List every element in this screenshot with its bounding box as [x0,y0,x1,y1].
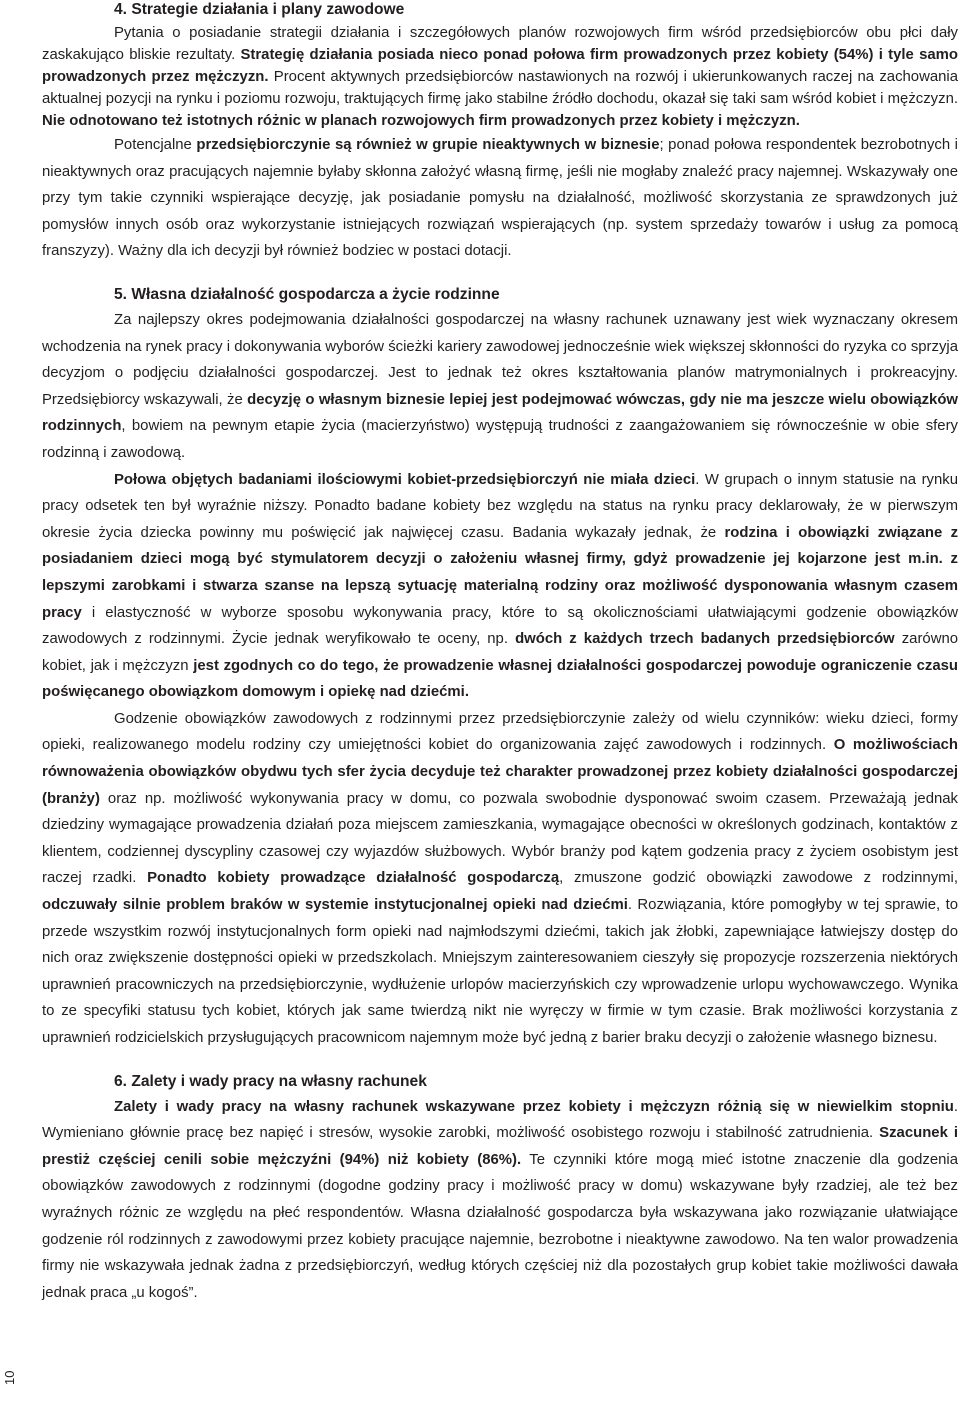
text-run: i elastyczność w wyborze sposobu wykonywania pracy, które to są okolicznościami ułatwiającymi godzenie obowiązków zawodowych z rodzinnymi. Życie jednak weryfikowało te oceny, np. [42,604,958,648]
text-run: ; ponad połowa respondentek bezrobotnych i nieaktywnych oraz pracujących najemnie byłaby skłonna założyć własną firmę, jeśli nie mogłaby znaleźć pracy najemnej. Wskazywały one przy tym takie czynniki wspierające decyzję, jak posiadanie pomysłu na działalność, możliwość skorzystania ze sprawdzonych już pomysłów innych osób oraz wykorzystanie istniejących rozwiązań wspierających (np. system sprzedaży towarów i usług za pomocą franszyzy). Ważny dla ich decyzji był również bodziec w postaci dotacji. [42,137,958,260]
bold-run: przedsiębiorczynie są również w grupie nieaktywnych w biznesie [196,137,660,153]
section-5-heading: 5. Własna działalność gospodarcza a życie rodzinne [114,285,500,303]
bold-run: Ponadto kobiety prowadzące działalność gospodarczą [147,870,560,887]
text-run: . W grupach o innym statusie na rynku pracy odsetek ten był wyraźnie niższy. Ponadto badane kobiety bez względu na status na rynku pracy deklarowały, że w pierwszym okresie życia dziecka powinny mu poświęcić jak najwięcej czasu. Badania wykazały jednak, że [42,471,958,541]
section-6-paragraph-1 [42,1094,958,1307]
bold-run: rodzina i obowiązki związane z posiadaniem dzieci mogą być stymulatorem decyzji o założeniu własnej firmy, gdyż prowadzenie jej kojarzone jest m.in. z lepszymi zarobkami i stwarza szanse na lepszą sytuację materialną rodziny oraz możliwość dysponowania własnym czasem pracy [42,524,959,621]
text-run: Potencjalne [114,137,197,153]
bold-run: decyzję o własnym biznesie lepiej jest podejmować wówczas, gdy nie ma jeszcze wielu obowiązków rodzinnych [42,391,959,435]
bold-run: Zalety i wady pracy na własny rachunek wskazywane przez kobiety i mężczyzn różnią się w niewielkim stopniu [114,1098,954,1115]
bold-run: O możliwościach równoważenia obowiązków obydwu tych sfer życia decyduje też charakter prowadzonej przez kobiety działalności gospodarczej (branży) [42,737,959,807]
bold-run: jest zgodnych co do tego, że prowadzenie własnej działalności gospodarczej powoduje ograniczenie czasu poświęcanego obowiązkom domowym i opiekę nad dziećmi. [42,657,958,701]
bold-run: dwóch z każdych trzech badanych przedsiębiorców [515,631,895,648]
section-5-paragraph-1 [42,307,958,467]
section-5-paragraph-3 [42,706,958,1052]
section-4-heading: 4. Strategie działania i plany zawodowe [114,1,405,18]
text-run: Te czynniki które mogą mieć istotne znaczenie dla godzenia obowiązków zawodowych z rodzinnymi (dogodne godziny pracy i możliwość pracy w domu) wskazywane były rzadziej, ale też bez wyraźnych różnic ze względu na płeć respondentów. Własna działalność gospodarcza była wskazywana jako rozwiązanie ułatwiające godzenie ról rodzinnych z zawodowymi przez kobiety pracujące najemnie, bezrobotne i nieaktywne zawodowo. Na ten walor prowadzenia firmy nie wskazywała jednak żadna z przedsiębiorczyń, według których częściej niż dla pozostałych grup kobiet takie możliwości dawała jednak praca „u kogoś”. [42,1151,958,1301]
section-4-paragraph-2 [42,132,958,265]
bold-run: Nie odnotowano też istotnych różnic w planach rozwojowych firm prowadzonych przez kobiety i mężczyzn. [42,113,800,129]
bold-run: odczuwały silnie problem braków w systemie instytucjonalnej opieki nad dziećmi [42,897,628,914]
text-run: , zmuszone godzić obowiązki zawodowe z rodzinnymi, [559,870,958,887]
bold-run: Strategię działania posiada nieco ponad połowa firm prowadzonych przez kobiety (54%) i tyle samo prowadzonych przez mężczyzn. [42,47,958,85]
text-run: zarówno kobiet, jak i mężczyzn [42,631,959,674]
text-run: Godzenie obowiązków zawodowych z rodzinnymi przez przedsiębiorczynie zależy od wielu czynników: wieku dzieci, formy opieki, realizowanego modelu rodziny czy umiejętności kobiet do organizowania zajęć zawodowych i rodzinnych. [42,710,958,754]
bold-run: Połowa objętych badaniami ilościowymi kobiet-przedsiębiorczyń nie miała dzieci [114,471,696,488]
text-run: Pytania o posiadanie strategii działania i szczegółowych planów rozwojowych firm wśród przedsiębiorców obu płci dały zaskakująco bliskie rezultaty. [42,25,958,63]
section-6-heading: 6. Zalety i wady pracy na własny rachunek [114,1072,427,1090]
section-5-paragraph-2 [42,467,958,706]
page-number: 10 [2,1370,17,1385]
bold-run: Szacunek i prestiż częściej cenili sobie mężczyźni (94%) niż kobiety (86%). [42,1125,958,1168]
document-page [42,0,958,1306]
section-4-paragraph-1 [42,22,958,132]
text-run: . Rozwiązania, które pomogłyby w tej sprawie, to przede wszystkim rozwój instytucjonalnych form opieki nad najmłodszymi dziećmi, takich jak żłobki, zapewniające łatwiejszy dostęp do nich oraz zwiększenie dostępności opieki w przedszkolach. Mniejszym zainteresowaniem cieszyły się propozycje rozszerzenia niektórych uprawnień pracowniczych na przedsiębiorczynie, wydłużenie urlopów macierzyńskich czy wprowadzenie urlopu wychowawczego. Wynika to ze specyfiki statusu tych kobiet, których jak same twierdzą nikt nie wyręczy w firmie w tym czasie. Brak możliwości korzystania z uprawnień rodzicielskich przysługujących pracownicom najemnym może być jedną z barier braku decyzji o założenie własnego biznesu. [42,897,958,1046]
text-run: . Wymieniano głównie pracę bez napięć i stresów, wysokie zarobki, możliwość osobistego rozwoju i stabilność zatrudnienia. [42,1098,958,1142]
text-run: Za najlepszy okres podejmowania działalności gospodarczej na własny rachunek uznawany jest wiek wyznaczany okresem wchodzenia na rynek pracy i dokonywania wyborów ścieżki kariery zawodowej jednocześnie wiek większej skłonności do ryzyka co sprzyja decyzjom o podjęciu działalności gospodarczej. Jest to jednak też okres kształtowania planów matrymonialnych i prokreacyjny. Przedsiębiorcy wskazywali, że [42,311,958,408]
text-run: oraz np. możliwość wykonywania pracy w domu, co pozwala swobodnie dysponować swoim czasem. Przeważają jednak dziedziny wymagające prowadzenia działań poza miejscem zamieszkania, wymagające obecności w określonych godzinach, kontaktów z klientem, codziennej dyscypliny czasowej czy wyjazdów służbowych. Wybór branży pod kątem godzenia pracy z życiem osobistym jest raczej rzadki. [42,790,958,887]
text-run: Procent aktywnych przedsiębiorców nastawionych na rozwój i ukierunkowanych raczej na zachowania aktualnej pozycji na rynku i poziomu rozwoju, traktujących firmę jako stabilne źródło dochodu, okazał się taki sam wśród kobiet i mężczyzn. [42,69,958,107]
text-run: , bowiem na pewnym etapie życia (macierzyństwo) występują trudności z zaangażowaniem się równocześnie w obie sfery rodzinną i zawodową. [42,418,958,461]
